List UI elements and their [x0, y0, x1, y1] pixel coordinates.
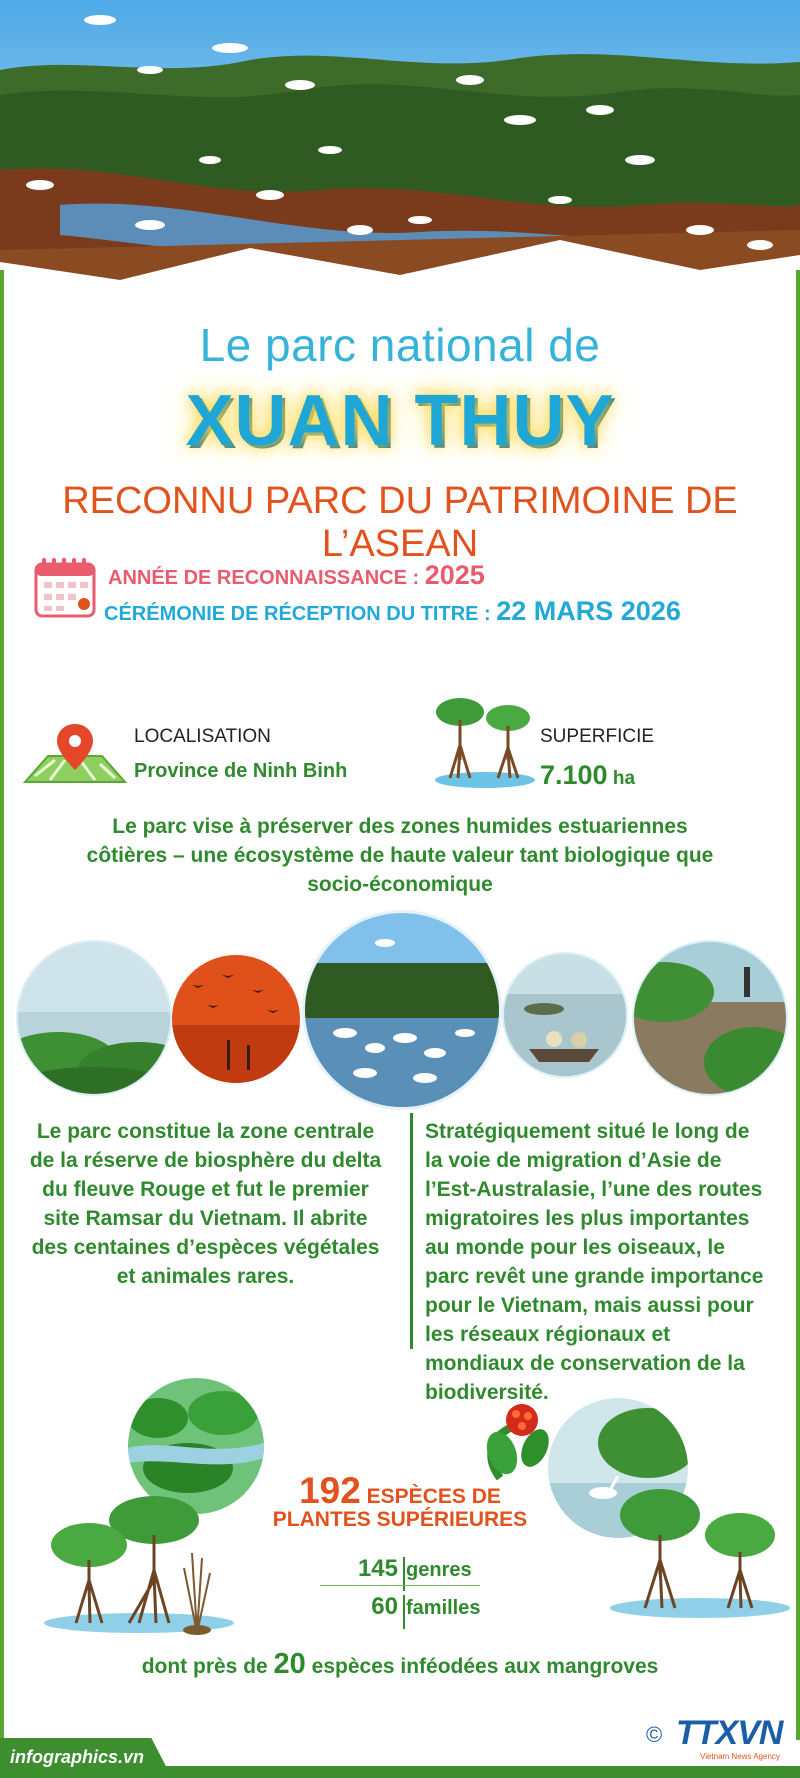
- title-line1: Le parc national de: [199, 319, 601, 371]
- right-line: les réseaux régionaux et: [425, 1323, 671, 1346]
- mangrove-number: 20: [273, 1648, 306, 1680]
- area-value: [540, 760, 635, 791]
- photo-mangrove-canopy: [128, 1378, 264, 1514]
- left-line: et animales rares.: [116, 1265, 295, 1288]
- map-pin-icon: [20, 720, 130, 790]
- mangrove-illustration-right: [610, 1480, 790, 1620]
- right-line: biodiversité.: [425, 1381, 549, 1404]
- mission-text: [60, 812, 740, 899]
- mangrove-suffix: espèces inféodées aux mangroves: [305, 1655, 659, 1678]
- right-line: pour le Vietnam, mais aussi pour: [425, 1294, 754, 1317]
- right-line: Stratégiquement situé le long de: [425, 1120, 750, 1143]
- ceremony-date-value: 22 MARS 2026: [496, 596, 681, 626]
- recognition-year-label: ANNÉE DE RECONNAISSANCE :: [108, 567, 425, 589]
- right-line: l’Est-Australasie, l’une des routes: [425, 1178, 763, 1201]
- mangrove-species-line: [0, 1648, 800, 1681]
- copyright-symbol: ©: [646, 1722, 663, 1747]
- families-number: 60: [371, 1593, 398, 1620]
- photo-boat-fishers: [502, 952, 628, 1078]
- ceremony-date-label: CÉRÉMONIE DE RÉCEPTION DU TITRE :: [104, 603, 497, 625]
- park-name-title: XUAN THUY: [185, 381, 615, 461]
- brand-logo: TTXVN: [676, 1714, 783, 1752]
- stats-separator: [320, 1585, 480, 1586]
- right-line: parc revêt une grande importance: [425, 1265, 764, 1288]
- location-label: LOCALISATION: [134, 726, 271, 747]
- photo-sunset-birds: [172, 955, 300, 1083]
- right-line: au monde pour les oiseaux, le: [425, 1236, 725, 1259]
- mission-line: côtières – une écosystème de haute valeur tant biologique que: [86, 844, 714, 867]
- recognition-year: [108, 560, 485, 591]
- area-number: 7.100: [540, 760, 608, 790]
- asean-subtitle: RECONNU PARC DU PATRIMOINE DE L’ASEAN: [62, 480, 738, 565]
- left-description: [18, 1117, 393, 1291]
- species-label: ESPÈCES DE: [360, 1485, 501, 1508]
- left-line: de la réserve de biosphère du delta: [29, 1149, 382, 1172]
- mangrove-prefix: dont près de: [141, 1655, 274, 1678]
- area-unit: ha: [607, 768, 636, 789]
- calendar-icon: [34, 556, 98, 618]
- site-link[interactable]: infographics.vn: [10, 1747, 145, 1767]
- mangrove-icon: [430, 690, 540, 790]
- reed-illustration: [172, 1548, 222, 1638]
- right-description: [425, 1117, 795, 1407]
- recognition-year-value: 2025: [424, 560, 485, 590]
- photo-egrets-center: [302, 910, 502, 1110]
- left-line: site Ramsar du Vietnam. Il abrite: [43, 1207, 368, 1230]
- species-label-2: PLANTES SUPÉRIEURES: [272, 1508, 528, 1531]
- genres-row: [320, 1555, 490, 1595]
- left-line: du fleuve Rouge et fut le premier: [42, 1178, 369, 1201]
- mission-line: socio-économique: [307, 873, 493, 896]
- left-line: Le parc constitue la zone centrale: [36, 1120, 375, 1143]
- left-line: des centaines d’espèces végétales: [31, 1236, 380, 1259]
- brand-subtitle: Vietnam News Agency: [700, 1752, 780, 1761]
- area-label: SUPERFICIE: [540, 726, 655, 747]
- header-photo: [0, 0, 800, 300]
- column-divider: [410, 1113, 413, 1349]
- genres-number: 145: [357, 1555, 398, 1582]
- photo-mangrove-walk: [632, 940, 788, 1096]
- species-count: [250, 1470, 550, 1512]
- right-line: migratoires les plus importantes: [425, 1207, 750, 1230]
- photo-mangrove-lake: [16, 940, 172, 1096]
- mission-line: Le parc vise à préserver des zones humides estuariennes: [112, 815, 688, 838]
- families-label: familles: [406, 1597, 481, 1619]
- footer-bar: [150, 1766, 800, 1778]
- families-divider: [403, 1595, 405, 1629]
- right-line: mondiaux de conservation de la: [425, 1352, 745, 1375]
- ceremony-date: [104, 596, 681, 627]
- right-line: la voie de migration d’Asie de: [425, 1149, 722, 1172]
- location-value: Province de Ninh Binh: [134, 760, 348, 782]
- species-number: 192: [299, 1470, 361, 1511]
- genres-label: genres: [406, 1559, 472, 1581]
- families-row: [320, 1593, 490, 1633]
